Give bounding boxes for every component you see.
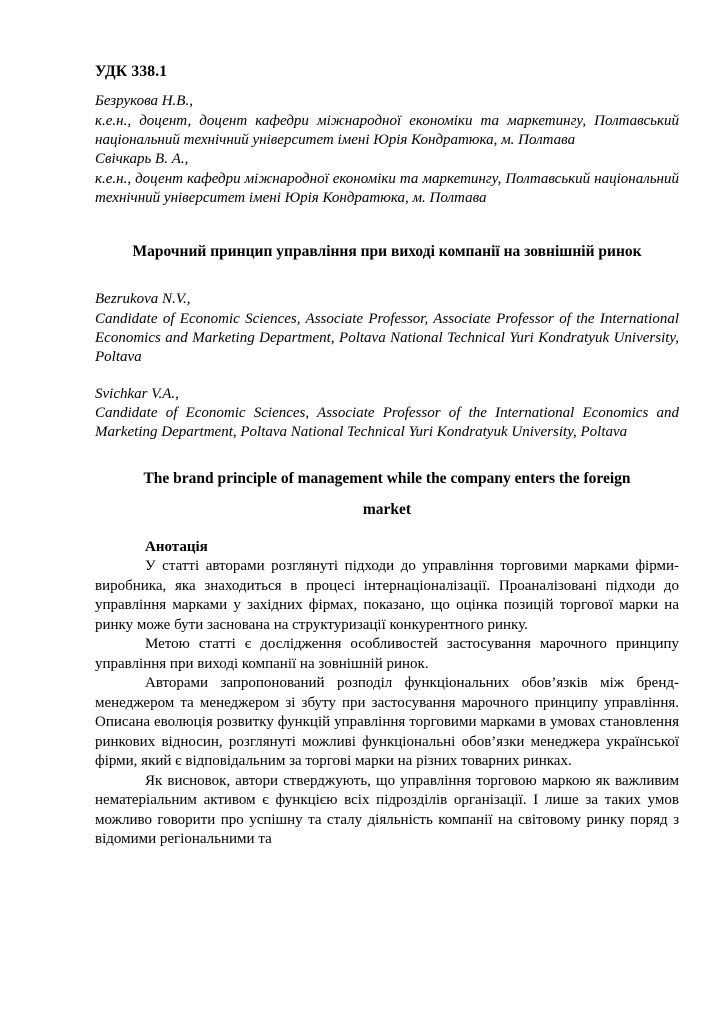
author-name-en-1: Bezrukova N.V., xyxy=(95,291,191,308)
author-affiliation-ua-2: к.е.н., доцент кафедри міжнародної економіки та маркетингу, Полтавський національний технічний університет імені Юрія Кондратюка, м. Полтава xyxy=(95,170,679,207)
author-name-ua-1: Безрукова Н.В., xyxy=(95,93,193,110)
udc-code: УДК 338.1 xyxy=(95,63,168,80)
author-block-spacer xyxy=(95,368,679,385)
author-affiliation-ua-1: к.е.н., доцент, доцент кафедри міжнародної економіки та маркетингу, Полтавський національний технічний університет імені Юрія Кондратюка, м. Полтава xyxy=(95,112,679,149)
title-ukrainian: Марочний принцип управління при виході компанії на зовнішній ринок xyxy=(132,243,642,261)
author-name-ua-2: Свічкарь В. А., xyxy=(95,151,189,168)
abstract-paragraph-1: У статті авторами розглянуті підходи до управління торговими марками фірми-виробника, яка знаходиться в процесі інтернаціоналізації. Проаналізовані підходи до управління марками у західних фірмах, показано, що оцінка позицій торгової марки на ринку може бути заснована на структуризації конкурентного ринку. xyxy=(95,558,679,633)
author-affiliation-en-2: Candidate of Economic Sciences, Associate Professor of the International Economics and Marketing Department, Poltava National Technical Yuri Kondratyuk University, Poltava xyxy=(95,404,679,441)
abstract-heading: Анотація xyxy=(145,539,208,556)
page-content xyxy=(95,62,679,850)
abstract-paragraph-2: Метою статті є дослідження особливостей застосування марочного принципу управління при виході компанії на зовнішній ринок. xyxy=(95,636,679,672)
abstract-paragraph-4: Як висновок, автори стверджують, що управління торговою маркою як важливим нематеріальним активом є функцією всіх підрозділів організації. І лише за таких умов можливо говорити про успішну та сталу діяльність компанії на світовому ринку поряд з відомими регіональними та xyxy=(95,772,679,848)
author-name-en-2: Svichkar V.A., xyxy=(95,385,179,402)
abstract-paragraph-3: Авторами запропонований розподіл функціональних обов’язків між бренд-менеджером та менеджером зі збуту при застосування марочного принципу управління. Описана еволюція розвитку функцій управління торговими марками в умовах становлення ринкових відносин, розглянуті можливі функціональні обов’язки менеджера української фірми, який є відповідальним за торгові марки на різних товарних ринках. xyxy=(95,675,679,770)
author-affiliation-en-1: Candidate of Economic Sciences, Associate Professor, Associate Professor of the International Economics and Marketing Department, Poltava National Technical Yuri Kondratyuk University, Poltava xyxy=(95,310,679,366)
title-english: The brand principle of management while the company enters the foreign market xyxy=(143,469,631,519)
